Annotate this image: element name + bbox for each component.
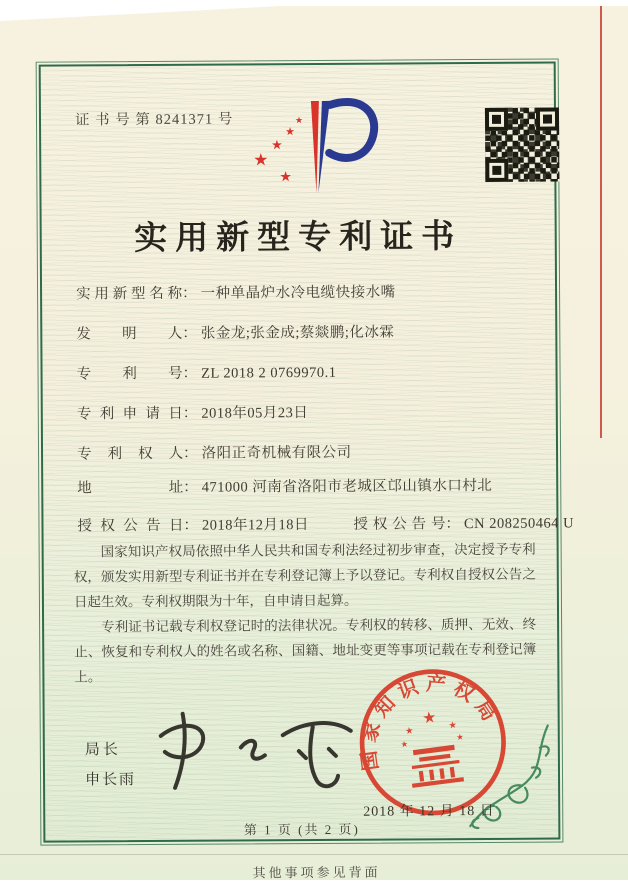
paper-edge-line <box>0 854 628 855</box>
field-colon: ： <box>183 479 198 496</box>
star-icon: ★ <box>455 732 465 743</box>
star-icon: ★ <box>404 726 415 738</box>
star-icon: ★ <box>271 137 283 153</box>
certificate-title: 实用新型专利证书 <box>134 219 463 258</box>
field-label: 专利申请日 <box>76 405 183 423</box>
back-side-note: 其他事项参见背面 <box>252 864 381 881</box>
scan-artifact-red-line <box>600 6 602 438</box>
field-label: 地址 <box>77 479 184 497</box>
star-icon: ★ <box>421 708 438 728</box>
certificate-paper <box>0 6 628 880</box>
field-value: 2018年05月23日 <box>201 405 309 422</box>
star-icon: ★ <box>279 170 292 186</box>
legal-paragraph-2: 专利证书记载专利权登记时的法律状况。专利权的转移、质押、无效、终止、恢复和专利权人的姓名或名称、国籍、地址变更等事项记载在专利登记簿上。 <box>74 616 537 685</box>
qr-finder-icon <box>536 107 559 130</box>
field-grant-number <box>353 511 574 533</box>
field-colon: ： <box>182 285 197 302</box>
field-address <box>77 474 492 498</box>
director-printed-name: 申长雨 <box>84 772 137 789</box>
cnipa-patent-logo <box>249 91 390 208</box>
field-patentee <box>77 441 352 464</box>
field-colon: ： <box>182 445 198 462</box>
page-number: 第 1 页 (共 2 页) <box>243 821 360 838</box>
field-colon: ： <box>445 516 461 533</box>
field-filing-date <box>77 401 309 423</box>
certificate-number: 证 书 号 第 8241371 号 <box>74 111 234 129</box>
field-label: 发明人 <box>76 325 183 343</box>
qr-code <box>485 107 559 181</box>
star-icon: ★ <box>285 126 295 139</box>
seal-text: 国家知识产权局 <box>357 672 504 772</box>
field-value: 洛阳正奇机械有限公司 <box>201 444 352 462</box>
field-label: 专利号 <box>76 365 183 383</box>
field-value: 一种单晶炉水冷电缆快接水嘴 <box>200 284 396 302</box>
seal-date: 2018 年 12 月 18 日 <box>363 803 495 820</box>
field-value: 张金龙;张金成;蔡燚鹏;化冰霖 <box>200 324 395 342</box>
field-label: 实用新型名称 <box>76 285 183 303</box>
seal-national-emblem <box>397 706 470 789</box>
director-title: 局长 <box>84 742 121 759</box>
scan-edge-sliver <box>0 6 280 21</box>
logo-stars <box>253 115 304 185</box>
star-icon: ★ <box>294 115 304 126</box>
field-value: ZL 2018 2 0769970.1 <box>201 364 337 382</box>
qr-finder-icon <box>485 159 508 182</box>
legal-paragraph-1: 国家知识产权局依照中华人民共和国专利法经过初步审查，决定授予专利权，颁发实用新型专利证书并在专利登记簿上予以登记。专利权自授权公告之日起生效。专利权期限为十年，自申请日起算。 <box>73 541 536 610</box>
grant-date-label: 授权公告日 <box>77 517 184 535</box>
star-icon: ★ <box>400 739 409 750</box>
field-colon: ： <box>182 325 197 342</box>
decorative-frame <box>36 58 575 845</box>
field-label: 专利权人 <box>76 445 184 463</box>
field-colon: ： <box>182 405 198 422</box>
grant-no-value: CN 208250464 U <box>463 515 575 533</box>
field-inventors <box>76 321 394 344</box>
field-colon: ： <box>182 365 198 382</box>
certificate-sheet <box>0 4 628 888</box>
star-icon: ★ <box>447 720 458 732</box>
field-colon: ： <box>183 517 199 534</box>
director-signature <box>137 697 368 808</box>
grant-no-label: 授权公告号 <box>353 516 446 533</box>
qr-finder-icon <box>485 108 508 131</box>
field-value: 471000 河南省洛阳市老城区邙山镇水口村北 <box>201 477 493 496</box>
logo-p-bowl <box>329 102 374 158</box>
frame-inner-border <box>39 62 575 843</box>
logo-blue-wedge <box>318 101 331 193</box>
star-icon: ★ <box>253 150 269 170</box>
field-grant-row <box>77 512 575 536</box>
field-utility-model-name <box>76 280 396 303</box>
field-patent-number <box>76 361 336 384</box>
grant-date-value: 2018年12月18日 <box>201 517 310 534</box>
logo-red-wedge <box>311 101 320 193</box>
